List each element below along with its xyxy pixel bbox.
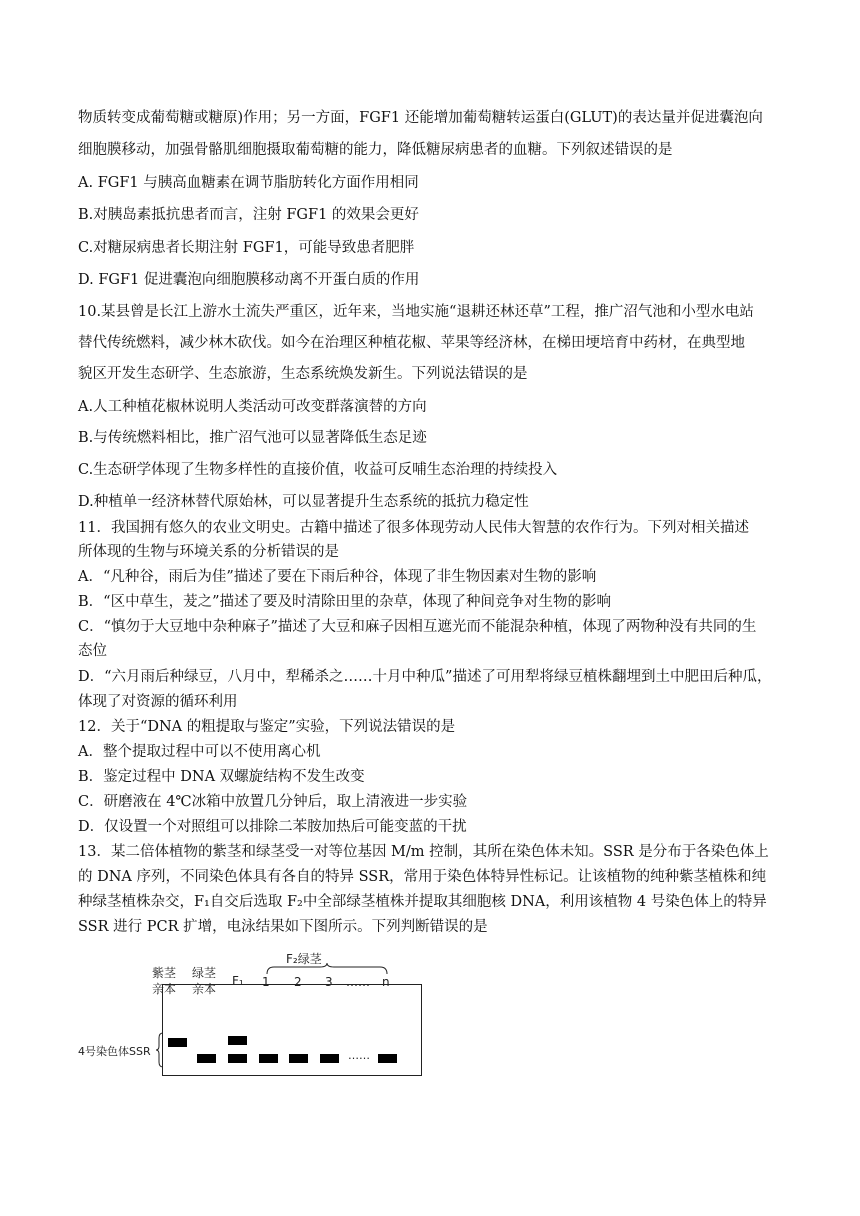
q11-option-d-line-1: D．“六月雨后种绿豆，八月中，犁稀杀之……十月中种瓜”描述了可用犁将绿豆植株翻埋到土中肥田后种瓜， bbox=[78, 669, 772, 685]
band-f2-lane-n bbox=[378, 1054, 397, 1063]
q9-option-c: C.对糖尿病患者长期注射 FGF1，可能导致患者肥胖 bbox=[78, 240, 415, 256]
purple-parent-label-1: 紫茎 bbox=[152, 966, 177, 980]
q9-option-b: B.对胰岛素抵抗患者而言，注射 FGF1 的效果会更好 bbox=[78, 207, 419, 223]
f2-lane-2-label: 2 bbox=[294, 975, 302, 989]
green-parent-label-1: 绿茎 bbox=[192, 966, 217, 980]
f2-lane-1-label: 1 bbox=[262, 975, 270, 989]
band-f2-lane-2 bbox=[289, 1054, 308, 1063]
q10-option-d: D.种植单一经济林替代原始林，可以显著提升生态系统的抵抗力稳定性 bbox=[78, 494, 529, 510]
q10-option-b: B.与传统燃料相比，推广沼气池可以显著降低生态足迹 bbox=[78, 430, 427, 446]
q13-stem-line-1: 13．某二倍体植物的紫茎和绿茎受一对等位基因 M/m 控制，其所在染色体未知。SSR 是分布于各染色体上 bbox=[78, 844, 769, 860]
f2-brace bbox=[266, 962, 388, 976]
purple-parent-label-2: 亲本 bbox=[152, 982, 177, 996]
q12-option-b: B．鉴定过程中 DNA 双螺旋结构不发生改变 bbox=[78, 769, 365, 785]
f2-lane-3-label: 3 bbox=[325, 975, 333, 989]
band-f1-upper bbox=[228, 1036, 247, 1045]
band-green-parent bbox=[197, 1054, 216, 1063]
q9-text-line-2: 细胞膜移动，加强骨骼肌细胞摄取葡萄糖的能力，降低糖尿病患者的血糖。下列叙述错误的是 bbox=[78, 142, 673, 158]
q10-option-c: C.生态研学体现了生物多样性的直接价值，收益可反哺生态治理的持续投入 bbox=[78, 462, 558, 478]
electrophoresis-figure bbox=[78, 946, 438, 1086]
q12-option-a: A．整个提取过程中可以不使用离心机 bbox=[78, 744, 321, 760]
band-purple-parent bbox=[168, 1038, 187, 1047]
q10-stem-line-2: 替代传统燃料，减少林木砍伐。如今在治理区种植花椒、苹果等经济林，在梯田埂培育中药材，在典型地 bbox=[78, 335, 745, 351]
f1-label: F₁ bbox=[232, 974, 244, 988]
q10-stem-line-1: 10.某县曾是长江上游水土流失严重区，近年来，当地实施“退耕还林还草”工程，推广沼气池和小型水电站 bbox=[78, 304, 754, 320]
q11-option-b: B．“区中草生，茇之”描述了要及时清除田里的杂草，体现了种间竞争对生物的影响 bbox=[78, 594, 611, 610]
q11-option-c-line-1: C．“慎勿于大豆地中杂种麻子”描述了大豆和麻子因相互遮光而不能混杂种植，体现了两物种没有共同的生 bbox=[78, 619, 757, 635]
band-f1-lower bbox=[228, 1054, 247, 1063]
q12-stem: 12．关于“DNA 的粗提取与鉴定”实验，下列说法错误的是 bbox=[78, 719, 456, 735]
band-f2-lane-3 bbox=[320, 1054, 339, 1063]
green-parent-label-2: 亲本 bbox=[192, 982, 217, 996]
gel-box bbox=[162, 984, 422, 1076]
f2-lane-n-label: n bbox=[382, 975, 390, 989]
q11-stem-line-1: 11．我国拥有悠久的农业文明史。古籍中描述了很多体现劳动人民伟大智慧的农作行为。下列对相关描述 bbox=[78, 520, 749, 536]
ssr-row-label: 4号染色体SSR bbox=[78, 1045, 151, 1058]
q11-option-d-line-2: 体现了对资源的循环利用 bbox=[78, 694, 238, 710]
q12-option-c: C．研磨液在 4℃冰箱中放置几分钟后，取上清液进一步实验 bbox=[78, 794, 468, 810]
q13-stem-line-4: SSR 进行 PCR 扩增，电泳结果如下图所示。下列判断错误的是 bbox=[78, 919, 488, 935]
q11-option-a: A．“凡种谷，雨后为佳”描述了要在下雨后种谷，体现了非生物因素对生物的影响 bbox=[78, 569, 597, 585]
q12-option-d: D．仅设置一个对照组可以排除二苯胺加热后可能变蓝的干扰 bbox=[78, 819, 467, 835]
band-f2-lane-1 bbox=[259, 1054, 278, 1063]
q9-text-line-1: 物质转变成葡萄糖或糖原)作用；另一方面，FGF1 还能增加葡萄糖转运蛋白(GLUT)的表达量并促进囊泡向 bbox=[78, 110, 763, 126]
q13-stem-line-3: 种绿茎植株杂交，F₁自交后选取 F₂中全部绿茎植株并提取其细胞核 DNA，利用该植物 4 号染色体上的特异 bbox=[78, 894, 767, 910]
q10-stem-line-3: 貌区开发生态研学、生态旅游，生态系统焕发新生。下列说法错误的是 bbox=[78, 366, 528, 382]
f2-lane-dots-label: …… bbox=[346, 975, 370, 989]
f2-green-title: F₂绿茎 bbox=[286, 952, 322, 966]
band-dots: …… bbox=[348, 1049, 370, 1062]
q10-option-a: A.人工种植花椒林说明人类活动可改变群落演替的方向 bbox=[78, 399, 427, 415]
q13-stem-line-2: 的 DNA 序列，不同染色体具有各自的特异 SSR，常用于染色体特异性标记。让该植物的纯种紫茎植株和纯 bbox=[78, 869, 767, 885]
q11-stem-line-2: 所体现的生物与环境关系的分析错误的是 bbox=[78, 544, 339, 560]
q9-option-d: D. FGF1 促进囊泡向细胞膜移动离不开蛋白质的作用 bbox=[78, 272, 420, 288]
q9-option-a: A. FGF1 与胰高血糖素在调节脂肪转化方面作用相同 bbox=[78, 175, 419, 191]
q11-option-c-line-2: 态位 bbox=[78, 643, 107, 659]
